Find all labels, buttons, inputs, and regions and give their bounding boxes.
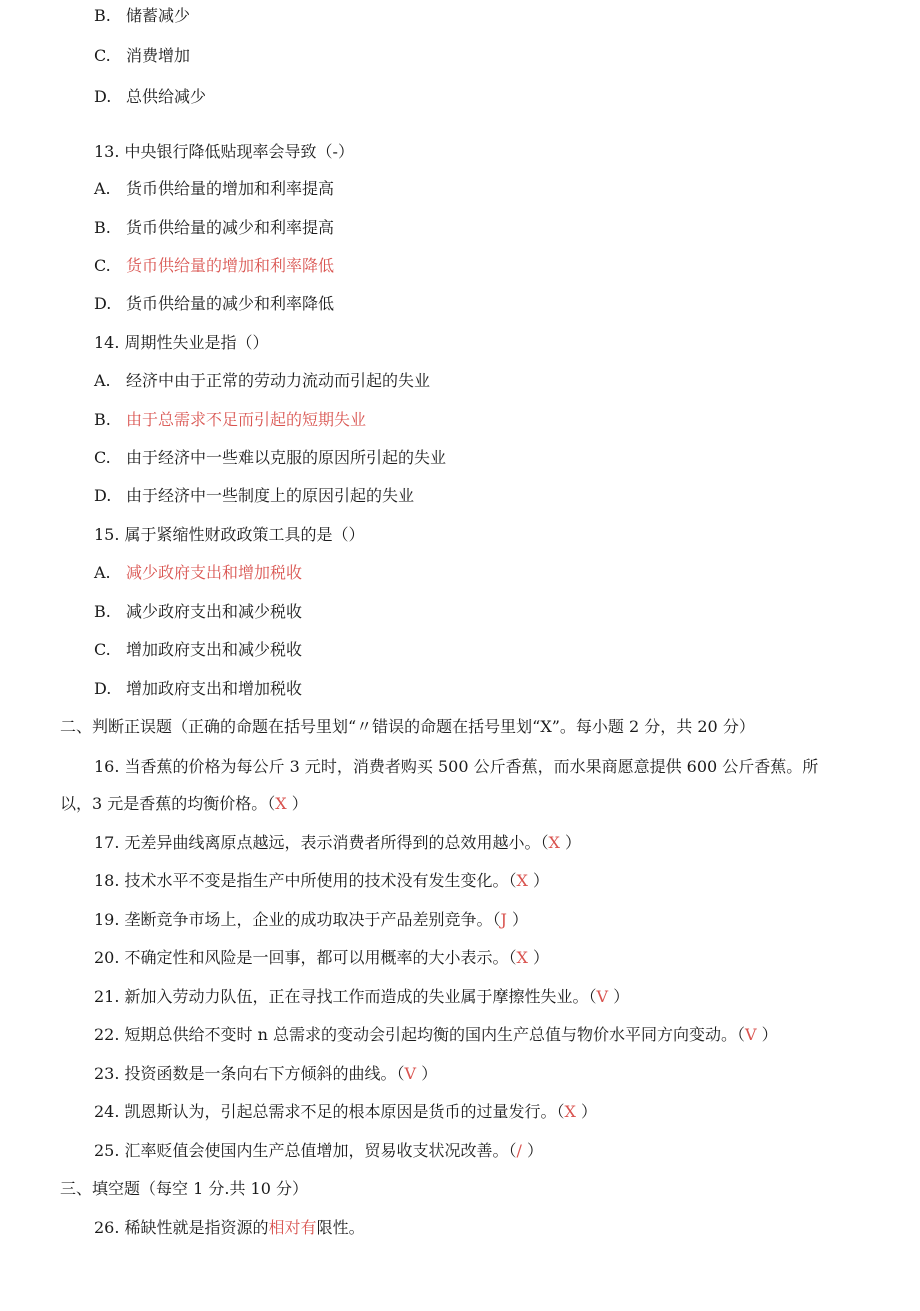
q14-option-a: A. 经济中由于正常的劳动力流动而引起的失业 [94,371,431,390]
answer-mark: J [500,910,507,929]
section-2-heading: 二、判断正误题（正确的命题在括号里划“〃错误的命题在括号里划“X”。每小题 2 分，共 20 分） [60,717,755,736]
q18: 18. 技术水平不变是指生产中所使用的技术没有发生变化。（X ） [94,871,550,890]
answer-mark: V [745,1025,757,1044]
q12-option-d: D. 总供给减少 [94,87,207,106]
q20: 20. 不确定性和风险是一回事，都可以用概率的大小表示。（X ） [94,948,550,967]
answer-mark: X [275,794,287,813]
answer-mark: V [404,1064,417,1083]
q25: 25. 汇率贬值会使国内生产总值增加，贸易收支状况改善。（/ ） [94,1141,544,1160]
q13-option-c: C. 货币供给量的增加和利率降低 [94,256,335,275]
q12-option-b: B. 储蓄减少 [94,6,191,25]
q13-option-b: B. 货币供给量的减少和利率提高 [94,218,335,237]
q21: 21. 新加入劳动力队伍，正在寻找工作而造成的失业属于摩擦性失业。（V ） [94,987,630,1006]
q15-stem: 15. 属于紧缩性财政政策工具的是（） [94,525,365,544]
q19: 19. 垄断竞争市场上，企业的成功取决于产品差别竞争。（J ） [94,910,529,929]
q15-option-c: C. 增加政府支出和减少税收 [94,640,303,659]
q13-option-d: D. 货币供给量的减少和利率降低 [94,294,335,313]
q14-option-d: D. 由于经济中一些制度上的原因引起的失业 [94,486,415,505]
q16-line-2: 以，3 元是香蕉的均衡价格。（X ） [60,794,308,813]
q15-option-b: B. 减少政府支出和减少税收 [94,602,303,621]
answer-mark: X [564,1102,576,1121]
q23: 23. 投资函数是一条向右下方倾斜的曲线。（V ） [94,1064,438,1083]
answer-mark: X [548,833,560,852]
q22: 22. 短期总供给不变时 n 总需求的变动会引起均衡的国内生产总值与物价水平同方向变动。（V ） [94,1025,778,1044]
q16-line-1: 16. 当香蕉的价格为每公斤 3 元时，消费者购买 500 公斤香蕉，而水果商愿意提供 600 公斤香蕉。所 [94,757,819,776]
q17: 17. 无差异曲线离原点越远，表示消费者所得到的总效用越小。（X ） [94,833,582,852]
q15-option-d: D. 增加政府支出和增加税收 [94,679,303,698]
fill-in-answer: 相对有 [268,1218,317,1237]
answer-mark: / [516,1141,522,1160]
q14-option-c: C. 由于经济中一些难以克服的原因所引起的失业 [94,448,447,467]
correct-answer: 由于总需求不足而引起的短期失业 [126,410,367,429]
q14-option-b: B. 由于总需求不足而引起的短期失业 [94,410,367,429]
q13-option-a: A. 货币供给量的增加和利率提高 [94,179,335,198]
q12-option-c: C. 消费增加 [94,46,191,65]
q14-stem: 14. 周期性失业是指（） [94,333,269,352]
q13-stem: 13. 中央银行降低贴现率会导致（-） [94,142,354,161]
answer-mark: X [516,871,528,890]
correct-answer: 减少政府支出和增加税收 [126,563,303,582]
q15-option-a: A. 减少政府支出和增加税收 [94,563,303,582]
section-3-heading: 三、填空题（每空 1 分.共 10 分） [60,1179,308,1198]
q24: 24. 凯恩斯认为，引起总需求不足的根本原因是货币的过量发行。（X ） [94,1102,598,1121]
answer-mark: X [516,948,528,967]
q26: 26. 稀缺性就是指资源的相对有限性。 [94,1218,365,1237]
answer-mark: V [596,987,609,1006]
correct-answer: 货币供给量的增加和利率降低 [126,256,335,275]
